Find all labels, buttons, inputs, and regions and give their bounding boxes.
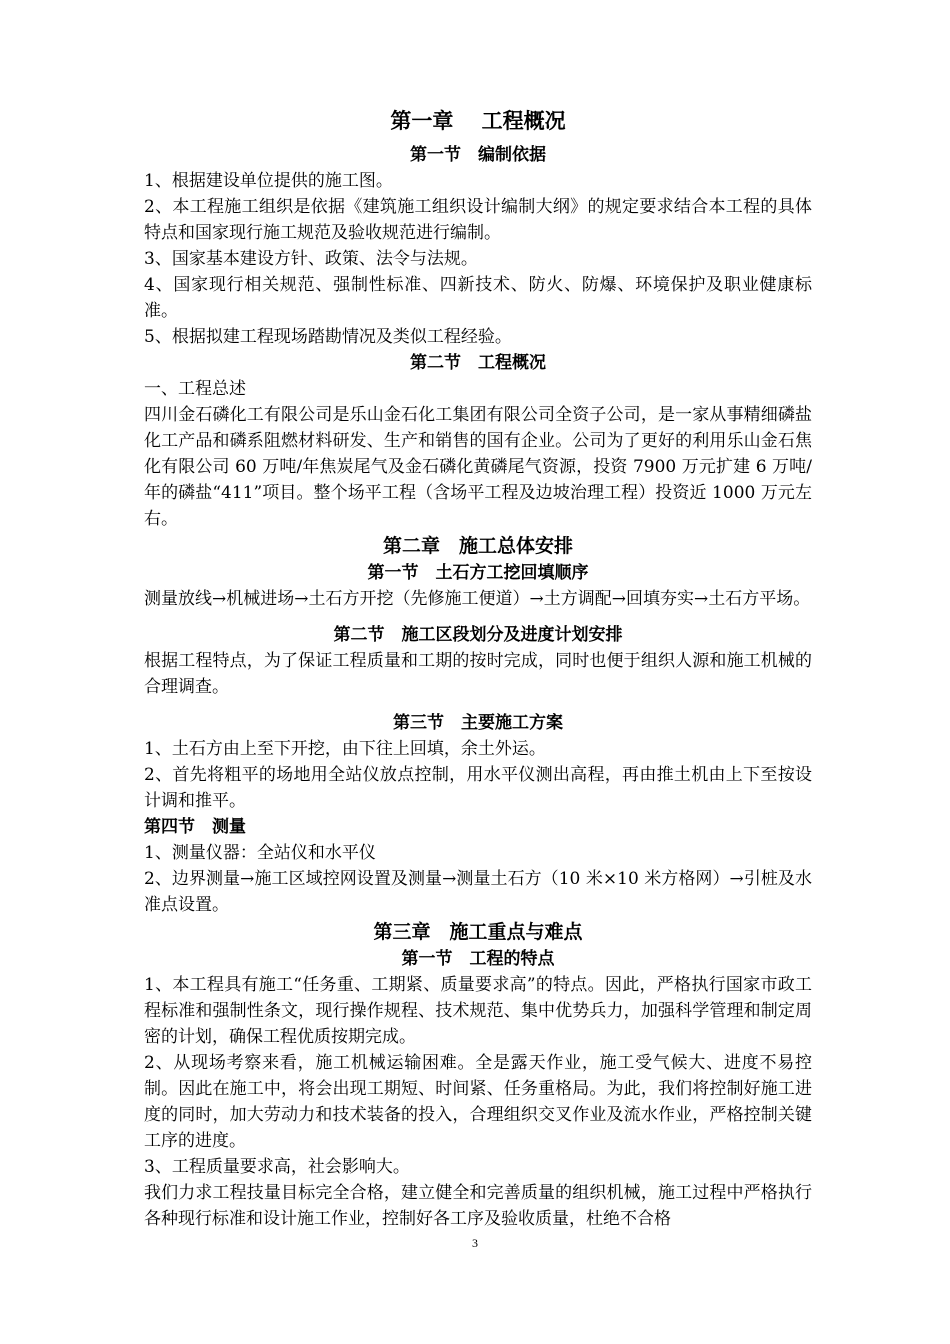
- paragraph: 3、工程质量要求高，社会影响大。: [144, 1157, 410, 1177]
- chapter-2-title: 第二章 施工总体安排: [382, 535, 573, 557]
- paragraph: 4、国家现行相关规范、强制性标准、四新技术、防火、防爆、环境保护及职业健康标准。: [144, 275, 812, 321]
- paragraph: 四川金石磷化工有限公司是乐山金石化工集团有限公司全资子公司，是一家从事精细磷盐化工产品和磷系阻燃材料研发、生产和销售的国有企业。公司为了更好的利用乐山金石焦化有限公司 60 万吨/年焦炭尾气及金石磷化黄磷尾气资源，投资 7900 万元扩建 6 万吨/年的磷盐“411”项目。整个场平工程（含场平工程及边坡治理工程）投资近 1000 万元左右。: [144, 405, 812, 529]
- paragraph: 2、从现场考察来看，施工机械运输困难。全是露天作业，施工受气候大、进度不易控制。因此在施工中，将会出现工期短、时间紧、任务重格局。为此，我们将控制好施工进度的同时，加大劳动力和技术装备的投入，合理组织交叉作业及流水作业，严格控制关键工序的进度。: [144, 1053, 812, 1151]
- chapter-1-title: 第一章 工程概况: [390, 108, 566, 133]
- ch2-section-1-title: 第一节 土石方工挖回填顺序: [367, 563, 589, 583]
- page-number: 3: [472, 1236, 478, 1250]
- chapter-3-title: 第三章 施工重点与难点: [373, 921, 583, 943]
- ch2-section-4-title: 第四节 测量: [144, 817, 246, 837]
- ch1-section-2-title: 第二节 工程概况: [410, 353, 546, 373]
- paragraph: 测量放线→机械进场→土石方开挖（先修施工便道）→土方调配→回填夯实→土石方平场。: [144, 589, 811, 609]
- paragraph: 2、边界测量→施工区域控网设置及测量→测量土石方（10 米×10 米方格网）→引桩及水准点设置。: [144, 869, 812, 915]
- ch1-section-1-title: 第一节 编制依据: [410, 145, 546, 165]
- paragraph: 2、本工程施工组织是依据《建筑施工组织设计编制大纲》的规定要求结合本工程的具体特点和国家现行施工规范及验收规范进行编制。: [144, 197, 812, 243]
- document-body: [144, 104, 812, 1232]
- paragraph: 5、根据拟建工程现场踏勘情况及类似工程经验。: [144, 327, 512, 347]
- ch3-section-1-title: 第一节 工程的特点: [401, 949, 555, 969]
- paragraph: 3、国家基本建设方针、政策、法令与法规。: [144, 249, 478, 269]
- paragraph: 1、土石方由上至下开挖，由下往上回填，余土外运。: [144, 739, 546, 759]
- paragraph: 我们力求工程技量目标完全合格，建立健全和完善质量的组织机械，施工过程中严格执行各种现行标准和设计施工作业，控制好各工序及验收质量，杜绝不合格: [144, 1183, 812, 1229]
- paragraph: 1、根据建设单位提供的施工图。: [144, 171, 393, 191]
- ch2-section-3-title: 第三节 主要施工方案: [393, 713, 563, 733]
- paragraph: 根据工程特点，为了保证工程质量和工期的按时完成，同时也便于组织人源和施工机械的合理调查。: [144, 651, 812, 697]
- paragraph: 1、本工程具有施工“任务重、工期紧、质量要求高”的特点。因此，严格执行国家市政工程标准和强制性条文，现行操作规程、技术规范、集中优势兵力，加强科学管理和制定周密的计划，确保工程优质按期完成。: [144, 975, 812, 1047]
- paragraph: 2、首先将粗平的场地用全站仪放点控制，用水平仪测出高程，再由推土机由上下至按设计调和推平。: [144, 765, 812, 811]
- subsection-title: 一、工程总述: [144, 379, 246, 399]
- ch2-section-2-title: 第二节 施工区段划分及进度计划安排: [333, 625, 623, 645]
- paragraph: 1、测量仪器：全站仪和水平仪: [144, 843, 376, 863]
